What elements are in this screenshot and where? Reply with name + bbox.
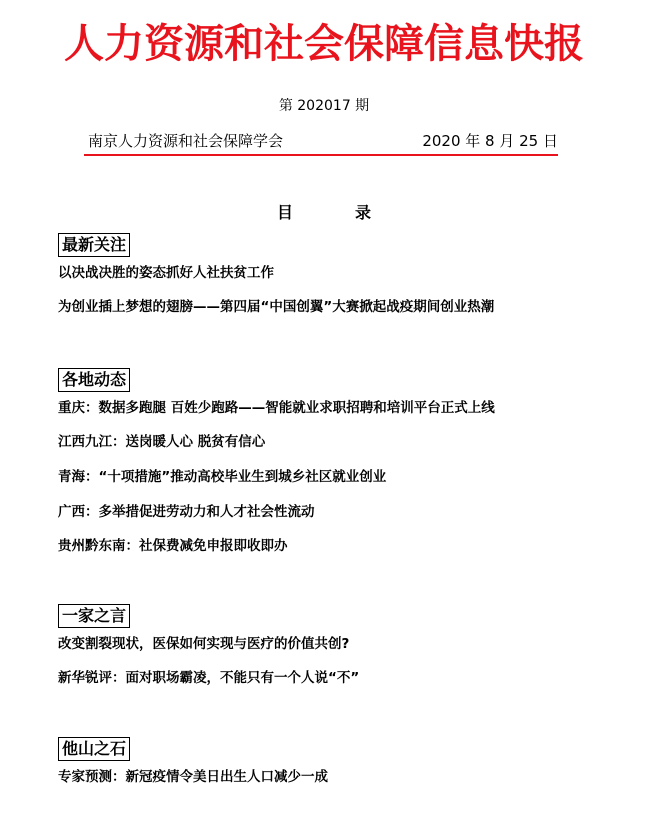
header-divider <box>84 154 558 156</box>
issue-number: 第 202017 期 <box>278 98 370 114</box>
toc-item[interactable]: 为创业插上梦想的翅膀——第四届“中国创翼”大赛掀起战疫期间创业热潮 <box>58 299 495 315</box>
toc-item[interactable]: 重庆：数据多跑腿 百姓少跑路——智能就业求职招聘和培训平台正式上线 <box>58 400 495 416</box>
publication-date: 2020 年 8 月 25 日 <box>422 132 558 150</box>
toc-item[interactable]: 青海：“十项措施”推动高校毕业生到城乡社区就业创业 <box>58 469 387 485</box>
toc-section-opinion <box>58 604 618 686</box>
masthead-title: 人力资源和社会保障信息快报 <box>64 20 584 67</box>
section-heading: 各地动态 <box>58 368 130 392</box>
toc-item[interactable]: 以决战决胜的姿态抓好人社扶贫工作 <box>58 265 274 281</box>
toc-section-regional <box>58 368 618 554</box>
toc-section-latest <box>58 233 618 315</box>
toc-item[interactable]: 改变割裂现状，医保如何实现与医疗的价值共创? <box>58 636 350 652</box>
toc-item[interactable]: 贵州黔东南：社保费减免申报即收即办 <box>58 538 288 554</box>
section-heading: 他山之石 <box>58 737 130 761</box>
toc-item[interactable]: 专家预测：新冠疫情令美日出生人口减少一成 <box>58 769 328 785</box>
section-heading: 最新关注 <box>58 233 130 257</box>
toc-title <box>0 201 648 225</box>
toc-section-abroad <box>58 737 618 785</box>
toc-item[interactable]: 广西：多举措促进劳动力和人才社会性流动 <box>58 504 315 520</box>
publisher-organization: 南京人力资源和社会保障学会 <box>88 132 284 150</box>
toc-title-left: 目 <box>276 203 293 222</box>
toc-item[interactable]: 江西九江：送岗暖人心 脱贫有信心 <box>58 434 266 450</box>
toc-title-right: 录 <box>355 203 372 222</box>
toc-item[interactable]: 新华锐评：面对职场霸凌，不能只有一个人说“不” <box>58 670 360 686</box>
section-heading: 一家之言 <box>58 604 130 628</box>
